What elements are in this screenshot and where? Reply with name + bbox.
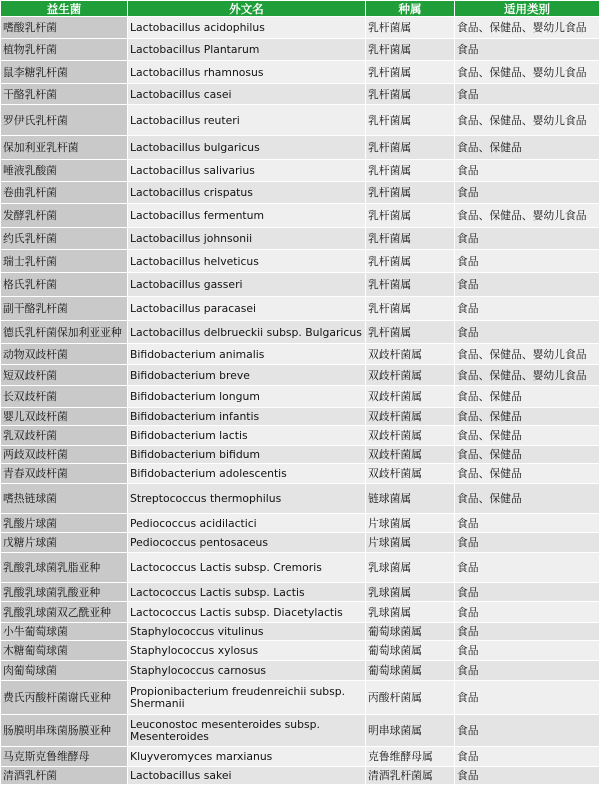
genus-cell: 片球菌属 (366, 533, 455, 553)
category-cell: 食品 (455, 602, 599, 623)
probiotic-cell: 保加利亚乳杆菌 (1, 136, 128, 160)
latin-name-cell: Lactobacillus reuteri (128, 105, 366, 136)
category-cell: 食品 (455, 39, 599, 61)
category-cell: 食品 (455, 623, 599, 641)
table-row (1, 623, 599, 641)
genus-cell: 链球菌属 (366, 484, 455, 514)
genus-cell: 乳杆菌属 (366, 204, 455, 228)
genus-cell: 双歧杆菌属 (366, 446, 455, 464)
latin-name-cell: Bifidobacterium infantis (128, 408, 366, 426)
genus-cell: 乳球菌属 (366, 553, 455, 583)
probiotic-cell: 木糖葡萄球菌 (1, 641, 128, 661)
category-cell: 食品 (455, 533, 599, 553)
latin-name-cell: Pediococcus pentosaceus (128, 533, 366, 553)
table-row (1, 39, 599, 61)
probiotic-cell: 嗜酸乳杆菌 (1, 17, 128, 39)
genus-cell: 乳杆菌属 (366, 228, 455, 250)
table-row (1, 321, 599, 344)
genus-cell: 乳杆菌属 (366, 61, 455, 84)
table-row (1, 484, 599, 514)
genus-cell: 葡萄球菌属 (366, 641, 455, 661)
table-row (1, 747, 599, 767)
genus-cell: 葡萄球菌属 (366, 623, 455, 641)
category-cell: 食品 (455, 583, 599, 602)
latin-name-cell: Lactobacillus rhamnosus (128, 61, 366, 84)
genus-cell: 双歧杆菌属 (366, 426, 455, 446)
header-category: 适用类别 (455, 1, 599, 17)
latin-name-cell: Bifidobacterium longum (128, 386, 366, 408)
latin-name-cell: Leuconostoc mesenteroides subsp. Mesenteroides (128, 715, 366, 747)
category-cell: 食品、保健品 (455, 408, 599, 426)
probiotic-cell: 罗伊氏乳杆菌 (1, 105, 128, 136)
category-cell: 食品 (455, 160, 599, 182)
category-cell: 食品 (455, 182, 599, 204)
probiotic-cell: 两歧双歧杆菌 (1, 446, 128, 464)
probiotic-cell: 鼠李糖乳杆菌 (1, 61, 128, 84)
probiotic-cell: 卷曲乳杆菌 (1, 182, 128, 204)
latin-name-cell: Lactococcus Lactis subsp. Cremoris (128, 553, 366, 583)
table-row (1, 61, 599, 84)
genus-cell: 乳杆菌属 (366, 105, 455, 136)
genus-cell: 明串球菌属 (366, 715, 455, 747)
latin-name-cell: Propionibacterium freudenreichii subsp. Shermanii (128, 681, 366, 715)
genus-cell: 清酒乳杆菌属 (366, 767, 455, 785)
table-row (1, 17, 599, 39)
genus-cell: 双歧杆菌属 (366, 464, 455, 484)
latin-name-cell: Lactobacillus Plantarum (128, 39, 366, 61)
table-row (1, 533, 599, 553)
latin-name-cell: Pediococcus acidilactici (128, 514, 366, 533)
category-cell: 食品、保健品、婴幼儿食品 (455, 365, 599, 386)
latin-name-cell: Staphylococcus carnosus (128, 661, 366, 681)
latin-name-cell: Staphylococcus xylosus (128, 641, 366, 661)
latin-name-cell: Lactobacillus salivarius (128, 160, 366, 182)
table-row (1, 446, 599, 464)
category-cell: 食品 (455, 681, 599, 715)
probiotic-cell: 青春双歧杆菌 (1, 464, 128, 484)
probiotic-cell: 副干酪乳杆菌 (1, 297, 128, 321)
latin-name-cell: Lactobacillus crispatus (128, 182, 366, 204)
genus-cell: 乳杆菌属 (366, 182, 455, 204)
genus-cell: 乳杆菌属 (366, 273, 455, 297)
category-cell: 食品、保健品、婴幼儿食品 (455, 61, 599, 84)
latin-name-cell: Streptococcus thermophilus (128, 484, 366, 514)
category-cell: 食品、保健品 (455, 484, 599, 514)
table-row (1, 182, 599, 204)
category-cell: 食品、保健品、婴幼儿食品 (455, 204, 599, 228)
latin-name-cell: Lactobacillus helveticus (128, 250, 366, 273)
category-cell: 食品 (455, 661, 599, 681)
table-body (1, 17, 599, 785)
probiotic-cell: 婴儿双歧杆菌 (1, 408, 128, 426)
latin-name-cell: Lactobacillus bulgaricus (128, 136, 366, 160)
probiotic-cell: 格氏乳杆菌 (1, 273, 128, 297)
probiotic-cell: 肉葡萄球菌 (1, 661, 128, 681)
table-row (1, 386, 599, 408)
table-row (1, 84, 599, 105)
genus-cell: 乳球菌属 (366, 602, 455, 623)
probiotic-cell: 长双歧杆菌 (1, 386, 128, 408)
latin-name-cell: Lactobacillus fermentum (128, 204, 366, 228)
header-row (1, 1, 599, 17)
latin-name-cell: Lactobacillus sakei (128, 767, 366, 785)
category-cell: 食品、保健品 (455, 446, 599, 464)
probiotic-cell: 小牛葡萄球菌 (1, 623, 128, 641)
probiotic-cell: 乳酸乳球菌乳酸亚种 (1, 583, 128, 602)
table-row (1, 228, 599, 250)
category-cell: 食品、保健品、婴幼儿食品 (455, 105, 599, 136)
category-cell: 食品 (455, 84, 599, 105)
table-row (1, 408, 599, 426)
genus-cell: 乳杆菌属 (366, 39, 455, 61)
latin-name-cell: Lactobacillus johnsonii (128, 228, 366, 250)
probiotic-cell: 德氏乳杆菌保加利亚亚种 (1, 321, 128, 344)
category-cell: 食品、保健品、婴幼儿食品 (455, 17, 599, 39)
category-cell: 食品、保健品 (455, 464, 599, 484)
latin-name-cell: Bifidobacterium breve (128, 365, 366, 386)
header-latin-name: 外文名 (128, 1, 366, 17)
category-cell: 食品、保健品、婴幼儿食品 (455, 344, 599, 365)
genus-cell: 葡萄球菌属 (366, 661, 455, 681)
table-row (1, 365, 599, 386)
latin-name-cell: Bifidobacterium bifidum (128, 446, 366, 464)
genus-cell: 克鲁维酵母属 (366, 747, 455, 767)
genus-cell: 丙酸杆菌属 (366, 681, 455, 715)
genus-cell: 双歧杆菌属 (366, 408, 455, 426)
latin-name-cell: Lactobacillus gasseri (128, 273, 366, 297)
latin-name-cell: Bifidobacterium lactis (128, 426, 366, 446)
latin-name-cell: Lactobacillus delbrueckii subsp. Bulgaricus (128, 321, 366, 344)
category-cell: 食品、保健品 (455, 386, 599, 408)
table-row (1, 344, 599, 365)
category-cell: 食品 (455, 250, 599, 273)
genus-cell: 乳杆菌属 (366, 297, 455, 321)
table-row (1, 602, 599, 623)
table-row (1, 661, 599, 681)
category-cell: 食品、保健品 (455, 136, 599, 160)
category-cell: 食品 (455, 747, 599, 767)
table-row (1, 681, 599, 715)
latin-name-cell: Kluyveromyces marxianus (128, 747, 366, 767)
genus-cell: 乳杆菌属 (366, 17, 455, 39)
category-cell: 食品 (455, 228, 599, 250)
category-cell: 食品 (455, 553, 599, 583)
latin-name-cell: Staphylococcus vitulinus (128, 623, 366, 641)
probiotic-cell: 嗜热链球菌 (1, 484, 128, 514)
header-genus: 种属 (366, 1, 455, 17)
probiotic-cell: 干酪乳杆菌 (1, 84, 128, 105)
probiotic-cell: 肠膜明串珠菌肠膜亚种 (1, 715, 128, 747)
category-cell: 食品 (455, 514, 599, 533)
category-cell: 食品 (455, 767, 599, 785)
probiotic-cell: 唾液乳酸菌 (1, 160, 128, 182)
probiotic-cell: 约氏乳杆菌 (1, 228, 128, 250)
table-row (1, 553, 599, 583)
latin-name-cell: Bifidobacterium animalis (128, 344, 366, 365)
probiotic-cell: 乳酸乳球菌乳脂亚种 (1, 553, 128, 583)
header-probiotic: 益生菌 (1, 1, 128, 17)
genus-cell: 乳杆菌属 (366, 250, 455, 273)
category-cell: 食品 (455, 641, 599, 661)
table-row (1, 426, 599, 446)
genus-cell: 乳杆菌属 (366, 136, 455, 160)
table-row (1, 160, 599, 182)
latin-name-cell: Lactococcus Lactis subsp. Lactis (128, 583, 366, 602)
probiotic-cell: 费氏丙酸杆菌谢氏亚种 (1, 681, 128, 715)
genus-cell: 双歧杆菌属 (366, 386, 455, 408)
probiotic-cell: 清酒乳杆菌 (1, 767, 128, 785)
table-row (1, 250, 599, 273)
genus-cell: 片球菌属 (366, 514, 455, 533)
latin-name-cell: Lactobacillus paracasei (128, 297, 366, 321)
table-row (1, 514, 599, 533)
latin-name-cell: Lactococcus Lactis subsp. Diacetylactis (128, 602, 366, 623)
genus-cell: 乳杆菌属 (366, 160, 455, 182)
table-row (1, 105, 599, 136)
genus-cell: 乳球菌属 (366, 583, 455, 602)
table-row (1, 715, 599, 747)
probiotic-cell: 短双歧杆菌 (1, 365, 128, 386)
table-row (1, 204, 599, 228)
category-cell: 食品、保健品 (455, 426, 599, 446)
table-row (1, 297, 599, 321)
category-cell: 食品 (455, 273, 599, 297)
probiotic-cell: 发酵乳杆菌 (1, 204, 128, 228)
genus-cell: 双歧杆菌属 (366, 365, 455, 386)
category-cell: 食品 (455, 297, 599, 321)
genus-cell: 双歧杆菌属 (366, 344, 455, 365)
table-row (1, 641, 599, 661)
table-row (1, 136, 599, 160)
genus-cell: 乳杆菌属 (366, 84, 455, 105)
probiotic-cell: 瑞士乳杆菌 (1, 250, 128, 273)
genus-cell: 乳杆菌属 (366, 321, 455, 344)
table-row (1, 464, 599, 484)
category-cell: 食品 (455, 715, 599, 747)
probiotic-cell: 乳双歧杆菌 (1, 426, 128, 446)
latin-name-cell: Bifidobacterium adolescentis (128, 464, 366, 484)
probiotic-cell: 马克斯克鲁维酵母 (1, 747, 128, 767)
latin-name-cell: Lactobacillus casei (128, 84, 366, 105)
table-row (1, 767, 599, 785)
probiotic-cell: 乳酸片球菌 (1, 514, 128, 533)
probiotic-cell: 动物双歧杆菌 (1, 344, 128, 365)
latin-name-cell: Lactobacillus acidophilus (128, 17, 366, 39)
table-row (1, 583, 599, 602)
table-row (1, 273, 599, 297)
category-cell: 食品 (455, 321, 599, 344)
probiotic-cell: 植物乳杆菌 (1, 39, 128, 61)
probiotic-cell: 乳酸乳球菌双乙酰亚种 (1, 602, 128, 623)
probiotic-cell: 戊糖片球菌 (1, 533, 128, 553)
